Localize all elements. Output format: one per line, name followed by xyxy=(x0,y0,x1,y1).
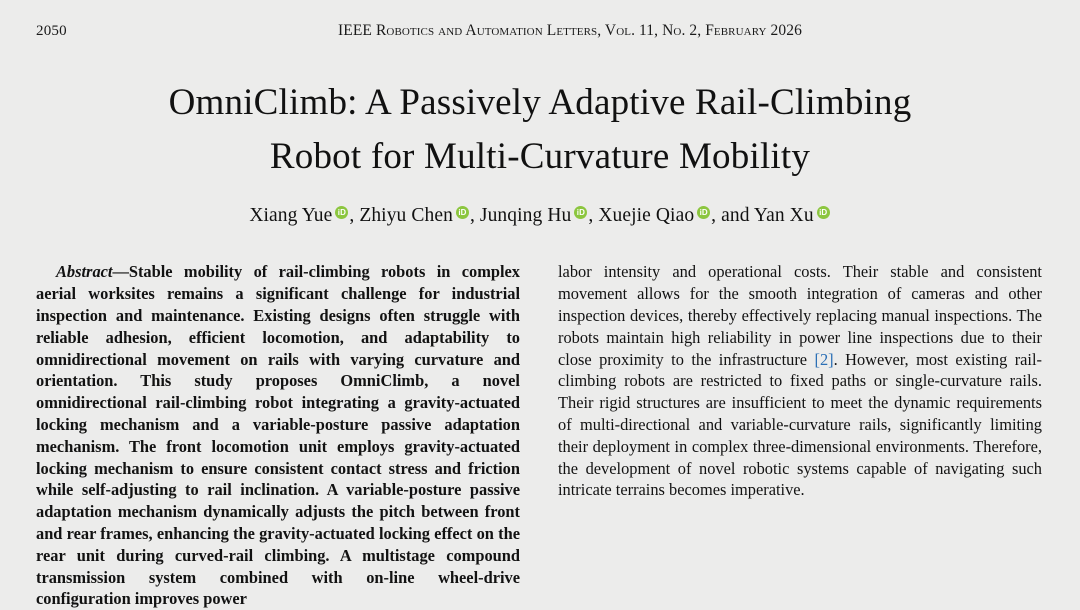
body-columns xyxy=(36,261,1044,610)
column-right xyxy=(558,261,1042,610)
author-name-2: Zhiyu Chen xyxy=(359,205,453,227)
abstract-label: Abstract xyxy=(56,262,113,282)
page-number: 2050 xyxy=(36,23,67,39)
page-title xyxy=(90,76,990,183)
abstract-text: Stable mobility of rail-climbing robots in complex aerial worksites remains a significant challenge for industrial inspection and maintenance. Existing designs often struggle with reliable adhesion, efficient locomotion, and adaptability to omnidirectional movement on rails with varying curvature and orientation. This study proposes OmniClimb, a novel omnidirectional rail-climbing robot integrating a gravity-actuated locking mechanism and a variable-posture passive adaptation mechanism. The front locomotion unit employs gravity-actuated locking mechanism to ensure consistent contact stress and friction while self-adjusting to rail inclination. A variable-posture passive adaptation mechanism dynamically adjusts the pitch between front and rear frames, enhancing the gravity-actuated locking effect on the rear unit during curved-rail climbing. A multistage compound transmission system combined with on-line wheel-drive configuration improves power xyxy=(36,262,520,609)
intro-paragraph xyxy=(558,261,1042,501)
citation-link[interactable]: [2] xyxy=(814,349,834,369)
orcid-icon[interactable] xyxy=(456,206,469,219)
journal-reference: IEEE Robotics and Automation Letters, Vol. 11, No. 2, February 2026 xyxy=(338,22,802,39)
author-separator-4: , and xyxy=(711,205,754,227)
title-line-2: Robot for Multi-Curvature Mobility xyxy=(269,135,811,177)
author-separator-3: , xyxy=(588,205,599,227)
title-block xyxy=(36,76,1044,227)
orcid-icon[interactable] xyxy=(574,206,587,219)
author-separator-2: , xyxy=(469,205,480,227)
intro-text-part-1: labor intensity and operational costs. Their stable and consistent movement allows for the smooth integration of cameras and other inspection devices, thereby effectively replacing manual inspections. The robots maintain high reliability in power line inspections due to their close proximity to the infrastructure xyxy=(558,262,1042,369)
running-head xyxy=(36,0,1044,40)
orcid-icon[interactable] xyxy=(697,206,710,219)
author-list xyxy=(36,205,1044,227)
orcid-icon[interactable] xyxy=(335,206,348,219)
author-name-4: Xuejie Qiao xyxy=(598,205,695,227)
orcid-icon[interactable] xyxy=(817,206,830,219)
author-separator-1: , xyxy=(349,205,360,227)
author-name-3: Junqing Hu xyxy=(479,205,572,227)
column-left xyxy=(36,261,520,610)
abstract-dash: — xyxy=(112,262,129,282)
author-name-5: Yan Xu xyxy=(753,205,814,227)
intro-text-part-2: . However, most existing rail-climbing robots are restricted to fixed paths or single-curvature rails. Their rigid structures are insufficient to meet the dynamic requirements of multi-directional and variable-curvature rails, significantly limiting their deployment in complex three-dimensional environments. Therefore, the development of novel robotic systems capable of navigating such intricate terrains becomes imperative. xyxy=(558,349,1042,500)
author-name-1: Xiang Yue xyxy=(249,205,333,227)
title-line-1: OmniClimb: A Passively Adaptive Rail-Climbing xyxy=(168,82,912,123)
abstract-paragraph xyxy=(36,261,520,610)
